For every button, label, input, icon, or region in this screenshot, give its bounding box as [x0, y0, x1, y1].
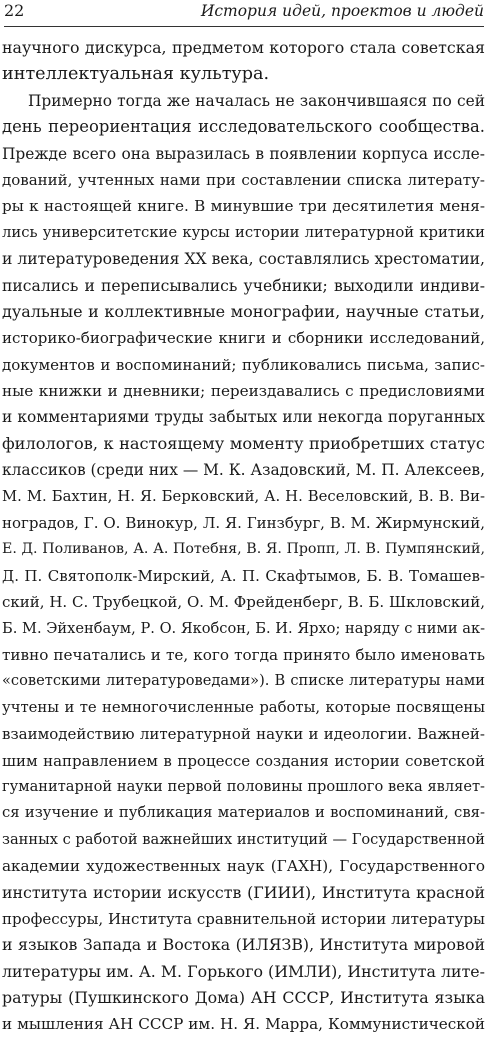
text-line: и языков Запада и Востока (ИЛЯЗВ), Института мировой — [2, 935, 485, 955]
text-line: учтены и те немногочисленные работы, которые посвящены — [2, 698, 485, 716]
text-line: день переориентация исследовательского сообщества. — [2, 117, 485, 137]
text-line: и литературоведения XX века, составлялись хрестоматии, — [2, 250, 485, 269]
text-line: филологов, к настоящему моменту приобретших статус — [2, 433, 485, 453]
text-line: шим направлением в процессе создания истории советской — [2, 751, 485, 770]
text-line: профессуры, Института сравнительной истории литературы — [2, 909, 485, 928]
text-line: ные книжки и дневники; переиздавались с предисловиями — [2, 382, 485, 401]
text-line: документов и воспоминаний; публиковались письма, запис- — [2, 355, 485, 374]
text-line: ноградов, Г. О. Винокур, Л. Я. Гинзбург, В. М. Жирмунский, — [2, 514, 485, 533]
text-line: и мышления АН СССР им. Н. Я. Марра, Коммунистической — [2, 1015, 485, 1034]
text-line: ратуры (Пушкинского Дома) АН СССР, Института языка — [2, 988, 485, 1008]
text-line: ры к настоящей книге. В минувшие три десятилетия меня- — [2, 197, 485, 216]
text-line: интеллектуальная культура. — [2, 64, 270, 85]
text-line: тивно печатались и те, кого тогда принято было именовать — [2, 645, 485, 664]
text-line: классиков (среди них — М. К. Азадовский, М. П. Алексеев, — [2, 461, 485, 480]
text-line: занных с работой важнейших институций — Государственной — [2, 830, 485, 848]
text-line: историко-биографические книги и сборники исследований, — [2, 329, 485, 348]
text-line: Д. П. Святополк-Мирский, А. П. Скафтымов, Б. В. Томашев- — [2, 566, 485, 585]
text-line: научного дискурса, предметом которого стала советская — [2, 38, 485, 57]
text-line: лись университетские курсы истории литературной критики — [2, 223, 485, 241]
text-line: и комментариями труды забытых или некогда поруганных — [2, 408, 485, 427]
text-line: дуальные и коллективные монографии, научные статьи, — [2, 301, 485, 321]
text-line: ский, Н. С. Трубецкой, О. М. Фрейденберг, В. Б. Шкловский, — [2, 593, 485, 612]
text-line: писались и переписывались учебники; выходили индиви- — [2, 276, 485, 295]
body-text — [2, 35, 485, 1038]
text-line: Прежде всего она выразилась в появлении корпуса иссле- — [2, 144, 485, 163]
running-title: История идей, проектов и людей — [200, 2, 484, 20]
text-line: Примерно тогда же началась не закончившаяся по сей — [28, 91, 485, 110]
text-line: института истории искусств (ГИИИ), Института красной — [2, 882, 485, 902]
text-line: взаимодействию литературной науки и идеологии. Важней- — [2, 725, 485, 744]
text-line: «советскими литературоведами»). В списке литературы нами — [2, 672, 485, 690]
text-line: литературы им. А. М. Горького (ИМЛИ), Института лите- — [2, 961, 485, 981]
text-line: ся изучение и публикация материалов и воспоминаний, свя- — [2, 804, 485, 822]
running-header — [4, 0, 484, 27]
text-line: гуманитарной науки первой половины прошлого века являет- — [2, 777, 485, 795]
text-line: Б. М. Эйхенбаум, Р. О. Якобсон, Б. И. Ярхо; наряду с ними ак- — [2, 619, 485, 637]
text-line: М. М. Бахтин, Н. Я. Берковский, А. Н. Веселовский, В. В. Ви- — [2, 487, 485, 505]
text-line: Е. Д. Поливанов, А. А. Потебня, В. Я. Пропп, Л. В. Пумпянский, — [2, 541, 485, 558]
text-line: дований, учтенных нами при составлении списка литерату- — [2, 170, 485, 189]
text-line: академии художественных наук (ГАХН), Государственного — [2, 857, 485, 876]
page-number: 22 — [4, 1, 25, 20]
